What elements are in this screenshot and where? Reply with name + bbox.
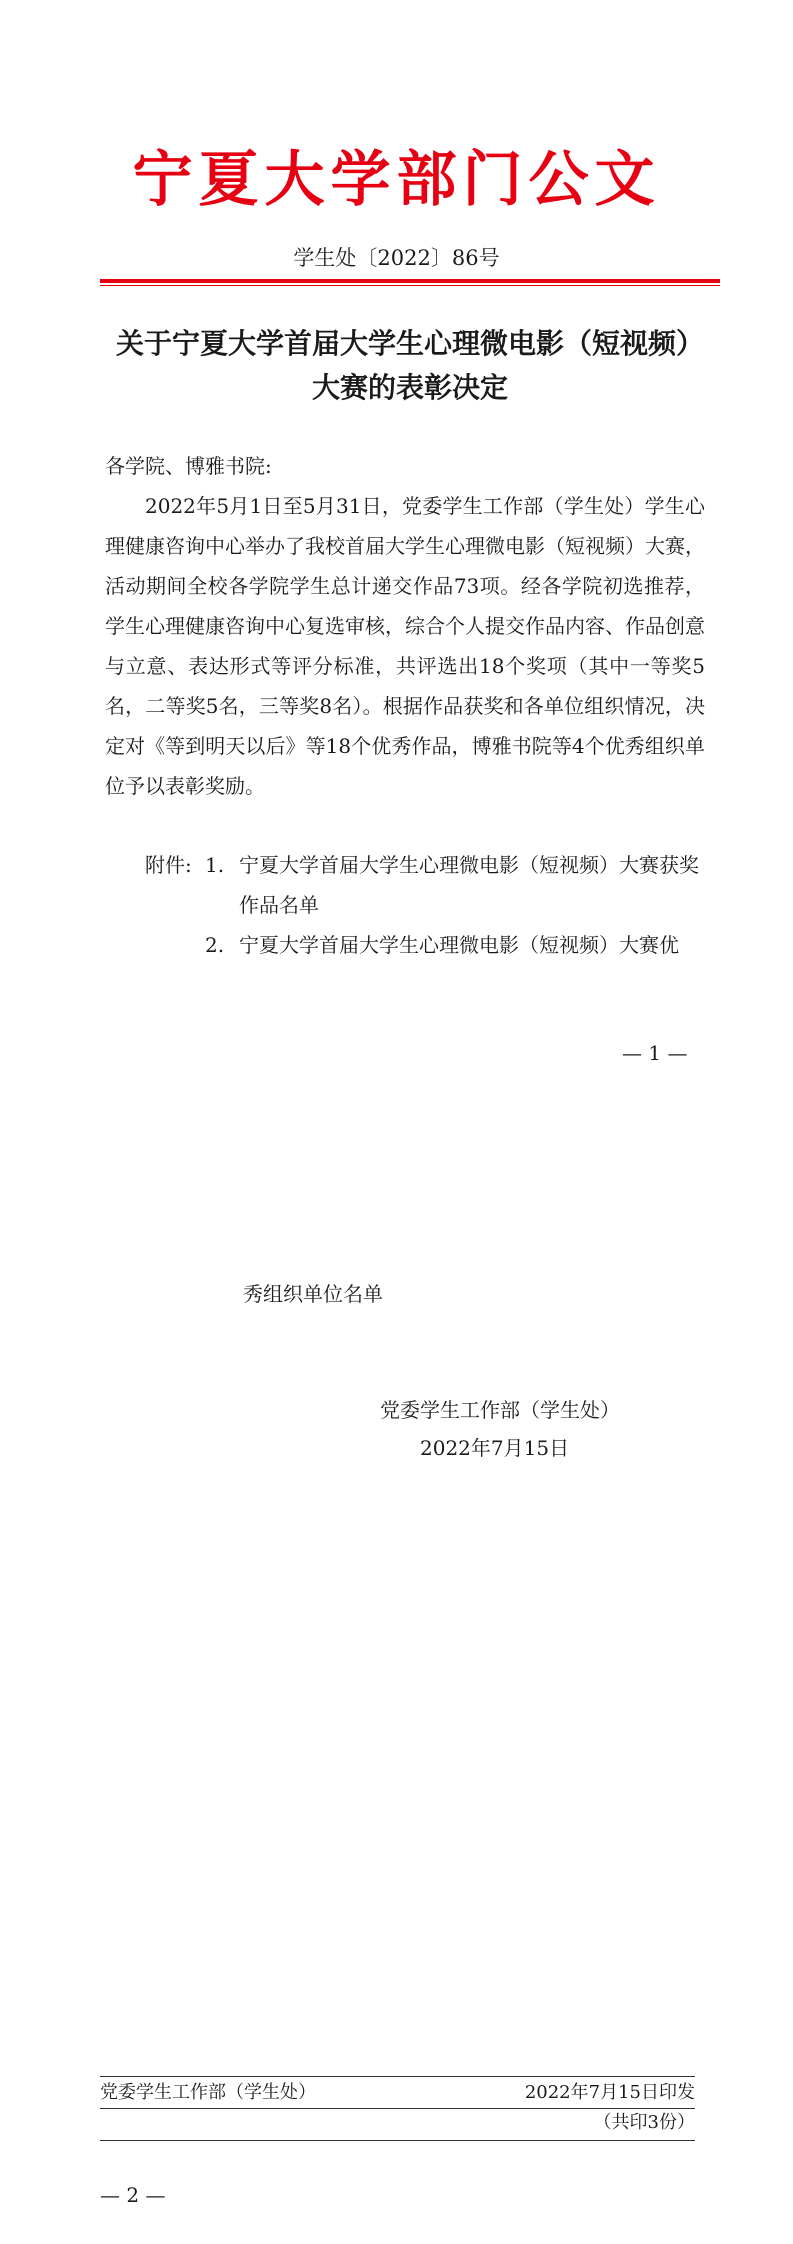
page-number-1: — 1 —	[622, 1041, 688, 1065]
document-title-line-1: 关于宁夏大学首届大学生心理微电影（短视频）	[115, 327, 704, 360]
document-title	[100, 322, 720, 410]
attachments-label: 附件:	[145, 853, 192, 877]
attachment-number: 1.	[205, 853, 225, 877]
header-red-rule-thin	[100, 285, 720, 286]
footer-rule-bottom	[100, 2140, 695, 2141]
signature-organization: 党委学生工作部（学生处）	[380, 1398, 620, 1422]
header-title: 宁夏大学部门公文	[132, 145, 661, 215]
attachment-item-2	[205, 925, 705, 965]
header-red-rule	[100, 279, 720, 283]
page-number-2: — 2 —	[100, 2183, 166, 2207]
attachment-text: 宁夏大学首届大学生心理微电影（短视频）大赛优	[239, 933, 679, 957]
document-title-line-2: 大赛的表彰决定	[311, 371, 508, 404]
footer-issuer: 党委学生工作部（学生处）	[100, 2082, 316, 2103]
footer-rule-top	[100, 2076, 695, 2077]
attachment-number: 2.	[205, 933, 225, 957]
document-number: 学生处〔2022〕86号	[293, 246, 500, 270]
attachment-text: 宁夏大学首届大学生心理微电影（短视频）大赛获奖作品名单	[239, 853, 699, 917]
attachment-2-continued: 秀组织单位名单	[243, 1282, 383, 1306]
signature-date: 2022年7月15日	[420, 1436, 570, 1460]
footer-print-date: 2022年7月15日印发	[524, 2082, 695, 2103]
footer-copies: （共印3份）	[593, 2112, 695, 2133]
salutation: 各学院、博雅书院:	[105, 454, 272, 478]
attachment-item-1	[205, 845, 705, 925]
body-paragraph: 2022年5月1日至5月31日，党委学生工作部（学生处）学生心理健康咨询中心举办了我校首届大学生心理微电影（短视频）大赛，活动期间全校各学院学生总计递交作品73项。经各学院初选推荐，学生心理健康咨询中心复选审核，综合个人提交作品内容、作品创意与立意、表达形式等评分标准，共评选出18个奖项（其中一等奖5名，二等奖5名，三等奖8名）。根据作品获奖和各单位组织情况，决定对《等到明天以后》等18个优秀作品，博雅书院等4个优秀组织单位予以表彰奖励。	[105, 494, 705, 798]
